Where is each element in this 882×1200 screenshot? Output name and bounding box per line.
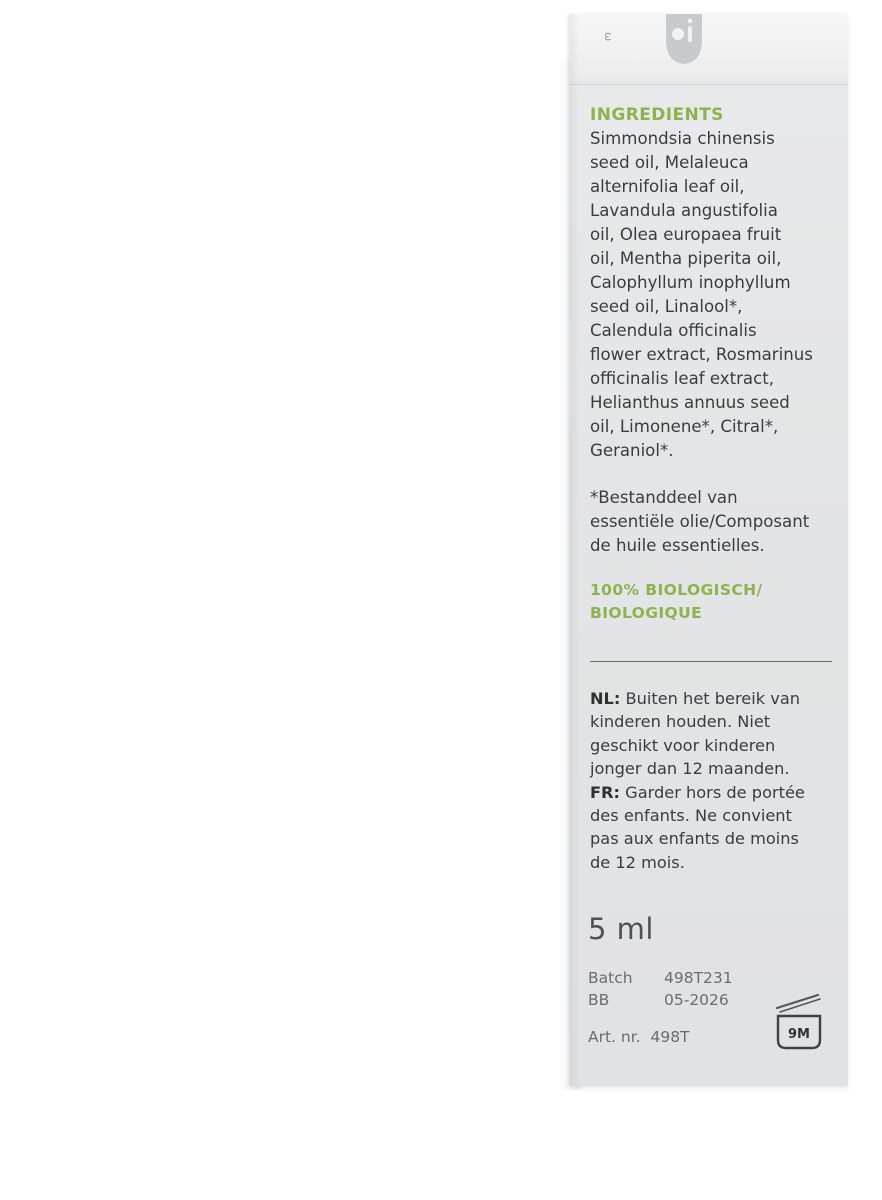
article-label: Art. nr. — [588, 1028, 641, 1046]
open-jar-icon — [774, 990, 824, 1054]
best-before-line — [588, 989, 729, 1011]
warning-fr-text: Garder hors de portée des enfants. Ne convient pas aux enfants de moins de 12 mois. — [590, 782, 805, 872]
best-before-value: 05-2026 — [664, 991, 729, 1009]
product-box-side-panel — [570, 14, 848, 1086]
essential-oil-footnote: *Bestanddeel van essentiële olie/Composant de huile essentielles. — [590, 488, 810, 555]
batch-value: 498T231 — [664, 969, 733, 987]
warning-fr-label: FR: — [590, 782, 620, 802]
pao-label: 9M — [788, 1027, 810, 1042]
divider — [590, 661, 832, 662]
best-before-label: BB — [588, 991, 610, 1009]
ingredients-heading: INGREDIENTS — [590, 105, 724, 125]
safety-warning — [590, 687, 846, 874]
brand-logo-icon — [662, 14, 706, 66]
article-value: 498T — [650, 1028, 690, 1046]
ingredients-list: Simmondsia chinensis seed oil, Melaleuca alternifolia leaf oil, Lavandula angustifolia oil, Olea europaea fruit oil, Mentha piperita oil, Calophyllum inophyllum seed oil, Linalool*, Calendula officinalis flower extract, Rosmarinus officinalis leaf extract, Helianthus annuus seed oil, Limonene*, Citral*, Geraniol*. — [590, 129, 813, 460]
logo-text-mark: ω — [602, 32, 615, 42]
article-line — [588, 1026, 690, 1048]
warning-nl-label: NL: — [590, 689, 621, 708]
organic-label: 100% BIOLOGISCH/ BIOLOGIQUE — [590, 581, 763, 622]
label-content — [590, 103, 846, 874]
batch-label: Batch — [588, 969, 633, 987]
volume-label: 5 ml — [588, 912, 654, 946]
box-top-flap — [570, 14, 848, 85]
warning-nl-text: Buiten het bereik van kinderen houden. Niet geschikt voor kinderen jonger dan 12 maanden. — [590, 689, 801, 779]
batch-line — [588, 967, 733, 989]
